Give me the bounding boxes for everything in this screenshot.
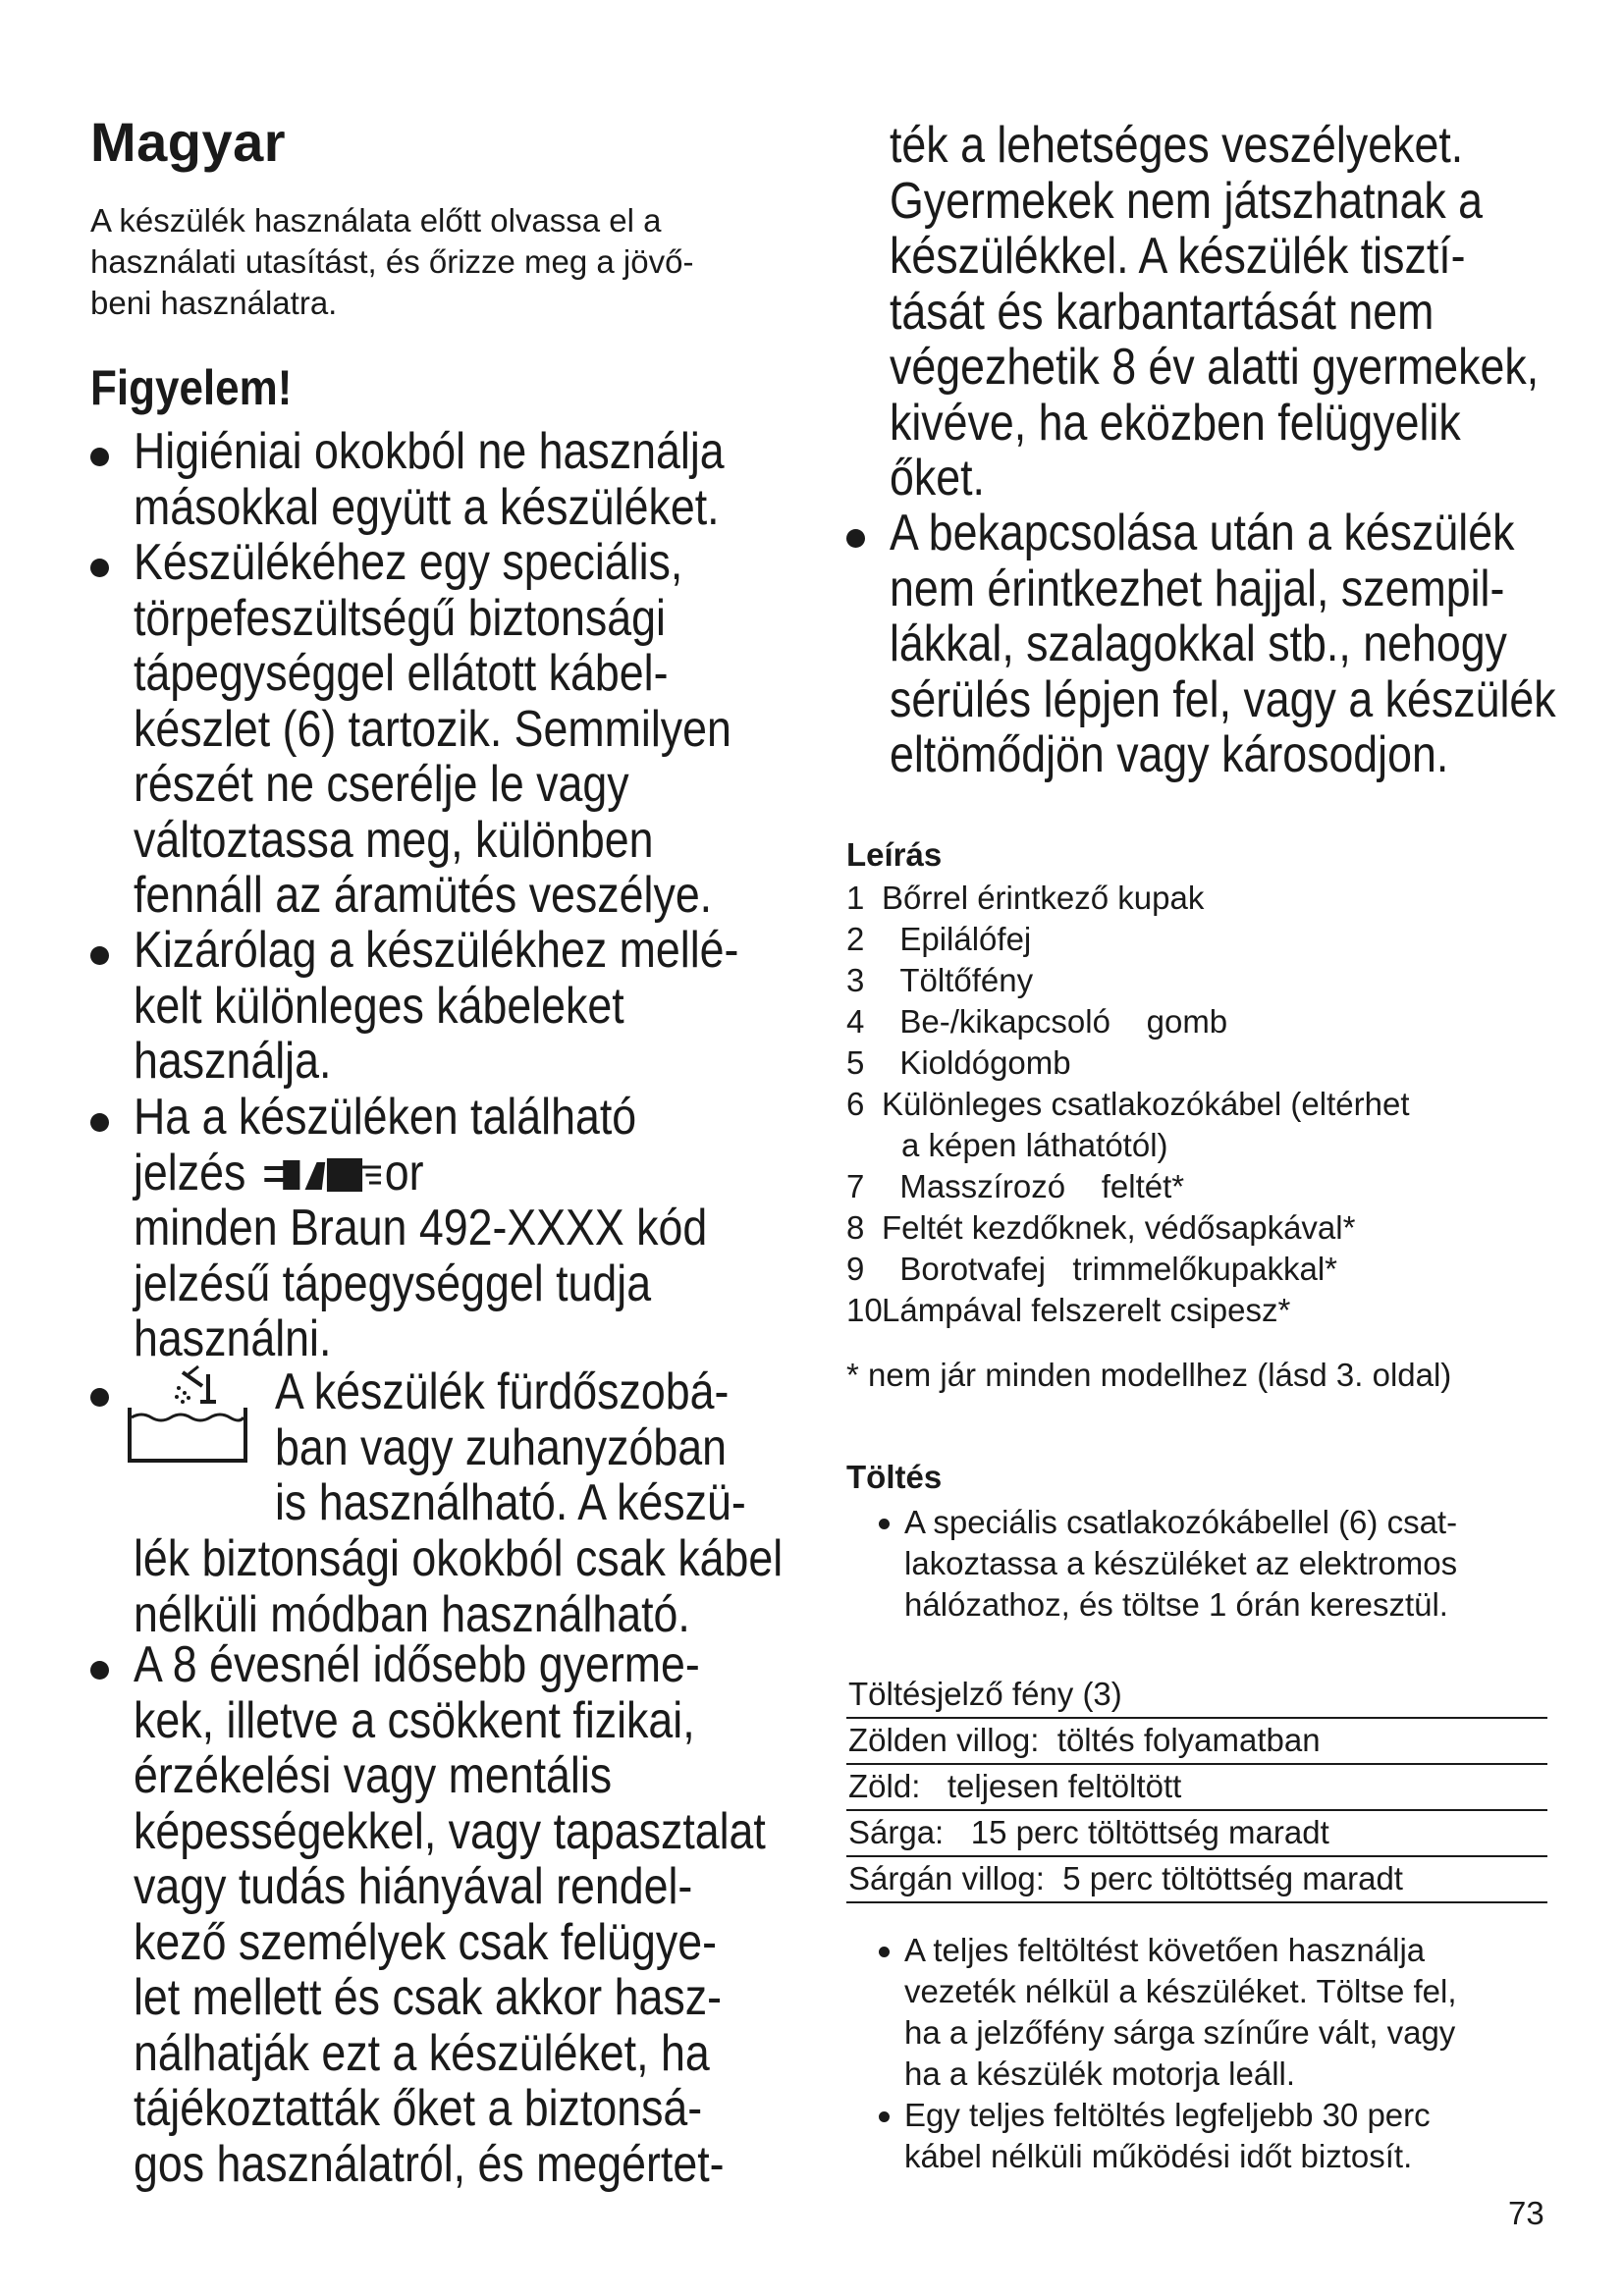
- legend-item: 2 Epilálófej: [846, 921, 1032, 957]
- text-line: Ha a készüléken található: [134, 1089, 637, 1146]
- charging-title: Töltés: [846, 1459, 943, 1495]
- intro-line: használati utasítást, és őrizze meg a jövő-: [90, 243, 694, 280]
- bullet-dot: [90, 1388, 109, 1407]
- text-line: érzékelési vagy mentális: [134, 1747, 613, 1804]
- text-line: vezeték nélkül a készüléket. Töltse fel,: [904, 1973, 1457, 2009]
- text-line: kábel nélküli működési időt biztosít.: [904, 2138, 1413, 2174]
- bullet-dot: [879, 1519, 890, 1529]
- legend-item: 7 Masszírozó feltét*: [846, 1168, 1185, 1204]
- page-number: 73: [1508, 2195, 1544, 2231]
- text-line: változtassa meg, különben: [134, 811, 654, 869]
- text-line: minden Braun 492-XXXX kód: [134, 1200, 708, 1256]
- text-line: őket.: [890, 450, 985, 507]
- text-line: végezhetik 8 év alatti gyermekek,: [890, 339, 1540, 396]
- text-line: A bekapcsolása után a készülék: [890, 505, 1515, 561]
- legend-item: 5 Kioldógomb: [846, 1044, 1071, 1081]
- text-line: Egy teljes feltöltés legfeljebb 30 perc: [904, 2097, 1431, 2133]
- text-line: használni.: [134, 1310, 332, 1367]
- text-line: [134, 1146, 826, 1201]
- text-line: ha a készülék motorja leáll.: [904, 2056, 1296, 2092]
- bullet-dot: [90, 1113, 109, 1132]
- text-line: kivéve, ha eközben felügyelik: [890, 394, 1461, 452]
- text-line: ban vagy zuhanyzóban: [275, 1418, 727, 1476]
- obscured-symbol-icon: [258, 1153, 385, 1199]
- text-line: nálhatják ezt a készüléket, ha: [134, 2024, 710, 2082]
- text-line: Gyermekek nem játszhatnak a: [890, 172, 1483, 230]
- text-line: másokkal együtt a készüléket.: [134, 478, 720, 536]
- intro-line: beni használatra.: [90, 285, 338, 321]
- text-line: vagy tudás hiányával rendel-: [134, 1858, 693, 1915]
- bullet-dot: [90, 559, 109, 577]
- bullet-dot: [90, 946, 109, 965]
- text-line: lék biztonsági okokból csak kábel: [134, 1530, 784, 1587]
- table-row: Sárga: 15 perc töltöttség maradt: [846, 1810, 1547, 1856]
- table-row: Zölden villog: töltés folyamatban: [846, 1718, 1547, 1764]
- intro-line: A készülék használata előtt olvassa el a: [90, 202, 662, 239]
- bullet-dot: [879, 1947, 890, 1957]
- text-line: A 8 évesnél idősebb gyerme-: [134, 1636, 700, 1693]
- bullet-dot: [846, 529, 865, 548]
- charge-indicator-table: [846, 1673, 1547, 1903]
- text-line: eltömődjön vagy károsodjon.: [890, 726, 1449, 783]
- legend-item: 4 Be-/kikapcsoló gomb: [846, 1003, 1228, 1040]
- models-footnote: * nem jár minden modellhez (lásd 3. oldal): [846, 1357, 1452, 1393]
- text-line: Higiéniai okokból ne használja: [134, 423, 725, 480]
- text-line: gos használatról, és megértet-: [134, 2135, 725, 2193]
- table-header-cell: Töltésjelző fény (3): [846, 1673, 1547, 1718]
- text-line: használja.: [134, 1033, 332, 1090]
- text-line: tápegységgel ellátott kábel-: [134, 645, 669, 702]
- text-line: képességekkel, vagy tapasztalat: [134, 1802, 766, 1860]
- legend-item: 9 Borotvafej trimmelőkupakkal*: [846, 1251, 1338, 1287]
- legend-item: 1 Bőrrel érintkező kupak: [846, 880, 1205, 916]
- text-line: kek, illetve a csökkent fizikai,: [134, 1691, 695, 1749]
- text-line: tását és karbantartását nem: [890, 283, 1435, 341]
- text-line: lákkal, szalagokkal stb., nehogy: [890, 615, 1507, 672]
- symbol-suffix: or: [384, 1144, 424, 1201]
- bullet-dot: [879, 2111, 890, 2122]
- table-row: [846, 1673, 1547, 1718]
- text-line: részét ne cserélje le vagy: [134, 756, 629, 813]
- text-line: A teljes feltöltést követően használja: [904, 1932, 1426, 1968]
- language-title: Magyar: [90, 111, 287, 173]
- text-line: kező személyek csak felügye-: [134, 1913, 718, 1971]
- legend-item: 10Lámpával felszerelt csipesz*: [846, 1292, 1291, 1328]
- text-line: lakoztassa a készüléket az elektromos: [904, 1545, 1458, 1581]
- text-line: törpefeszültségű biztonsági: [134, 589, 666, 647]
- text-line: hálózathoz, és töltse 1 órán keresztül.: [904, 1586, 1448, 1623]
- legend-item: 8 Feltét kezdőknek, védősapkával*: [846, 1209, 1356, 1246]
- bathtub-shower-icon: [128, 1362, 247, 1472]
- parts-legend: [846, 878, 1553, 1331]
- description-title: Leírás: [846, 836, 943, 873]
- symbol-prefix: jelzés: [134, 1144, 246, 1201]
- text-line: fennáll az áramütés veszélye.: [134, 867, 713, 924]
- legend-item: 6 Különleges csatlakozókábel (eltérhet a képen láthatótól): [846, 1086, 1410, 1163]
- text-line: sérülés lépjen fel, vagy a készülék: [890, 670, 1556, 728]
- text-line: nélküli módban használható.: [134, 1585, 690, 1643]
- text-line: készülékkel. A készülék tisztí-: [890, 228, 1466, 285]
- table-row: Zöld: teljesen feltöltött: [846, 1764, 1547, 1810]
- intro-paragraph: [90, 200, 797, 324]
- text-line: készlet (6) tartozik. Semmilyen: [134, 700, 731, 758]
- legend-item: 3 Töltőfény: [846, 962, 1034, 998]
- text-line: kelt különleges kábeleket: [134, 977, 624, 1035]
- text-line: jelzésű tápegységgel tudja: [134, 1255, 652, 1312]
- text-line: Kizárólag a készülékhez mellé-: [134, 922, 739, 979]
- table-row: Sárgán villog: 5 perc töltöttség maradt: [846, 1856, 1547, 1902]
- text-line: tájékoztatták őket a biztonsá-: [134, 2080, 703, 2137]
- text-line: A speciális csatlakozókábellel (6) csat-: [904, 1504, 1458, 1540]
- text-line: ték a lehetséges veszélyeket.: [890, 117, 1464, 174]
- text-line: A készülék fürdőszobá-: [275, 1363, 730, 1420]
- warning-title: Figyelem!: [90, 360, 293, 415]
- text-line: is használható. A készü-: [275, 1474, 746, 1531]
- text-line: let mellett és csak akkor hasz-: [134, 1969, 722, 2026]
- text-line: nem érintkezhet hajjal, szempil-: [890, 560, 1505, 617]
- text-line: ha a jelzőfény sárga színűre vált, vagy: [904, 2014, 1456, 2051]
- text-line: Készülékéhez egy speciális,: [134, 534, 683, 591]
- bullet-dot: [90, 448, 109, 466]
- bullet-dot: [90, 1661, 109, 1680]
